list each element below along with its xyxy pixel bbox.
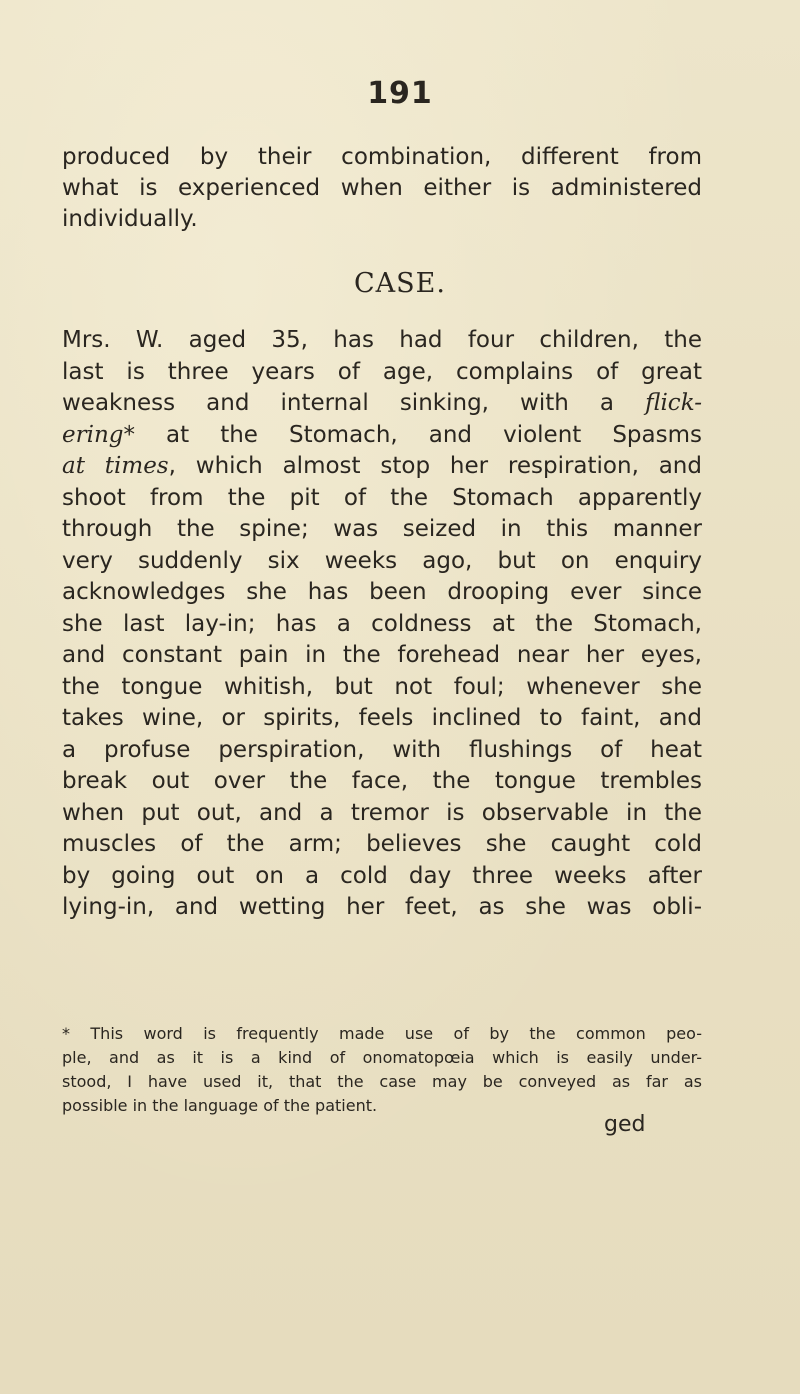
text-line: a profuse perspiration, with flushings of heat: [62, 736, 702, 763]
text-line: last is three years of age, complains of great: [62, 358, 702, 385]
italic-word: ering: [62, 421, 124, 448]
text-run: * at the Stomach, and violent Spasms: [123, 421, 702, 448]
text-line: [62, 388, 702, 420]
text-line: by going out on a cold day three weeks after: [62, 862, 702, 889]
text-line: break out over the face, the tongue trembles: [62, 768, 702, 794]
text-line: [62, 420, 702, 452]
page-number: 191: [367, 76, 433, 111]
text-line: lying-in, and wetting her feet, as she was obli-: [62, 894, 702, 920]
text-line: shoot from the pit of the Stomach apparently: [62, 484, 702, 511]
text-line: [62, 451, 702, 483]
text-line: through the spine; was seized in this manner: [62, 516, 702, 542]
footnote-line: possible in the language of the patient.: [62, 1096, 378, 1115]
catchword: ged: [604, 1112, 646, 1137]
footnote-line: * This word is frequently made use of by the common peo-: [62, 1024, 702, 1043]
text-line: acknowledges she has been drooping ever since: [62, 579, 702, 605]
text-line: very suddenly six weeks ago, but on enquiry: [62, 547, 702, 574]
text-run: weakness and internal sinking, with a: [62, 390, 646, 416]
text-line: when put out, and a tremor is observable in the: [62, 799, 702, 826]
text-line: individually.: [62, 206, 198, 232]
text-line: produced by their combination, different from: [62, 144, 702, 170]
footnote: [62, 1022, 702, 1118]
italic-phrase: at times: [62, 453, 169, 479]
section-heading: CASE.: [354, 268, 446, 299]
case-paragraph: [62, 325, 702, 924]
footnote-line: stood, I have used it, that the case may be conveyed as far as: [62, 1072, 702, 1091]
text-line: she last lay-in; has a coldness at the Stomach,: [62, 610, 702, 637]
text-run: , which almost stop her respiration, and: [168, 453, 702, 479]
text-line: Mrs. W. aged 35, has had four children, the: [62, 327, 702, 353]
footnote-line: ple, and as it is a kind of onomatopœia which is easily under-: [62, 1048, 702, 1067]
text-line: the tongue whitish, but not foul; whenever she: [62, 673, 702, 700]
intro-paragraph: [62, 142, 702, 235]
text-line: takes wine, or spirits, feels inclined to faint, and: [62, 705, 702, 731]
text-line: muscles of the arm; believes she caught cold: [62, 831, 702, 857]
text-line: what is experienced when either is administered: [62, 175, 702, 201]
text-line: and constant pain in the forehead near her eyes,: [62, 642, 702, 668]
italic-word: flick-: [645, 390, 702, 416]
